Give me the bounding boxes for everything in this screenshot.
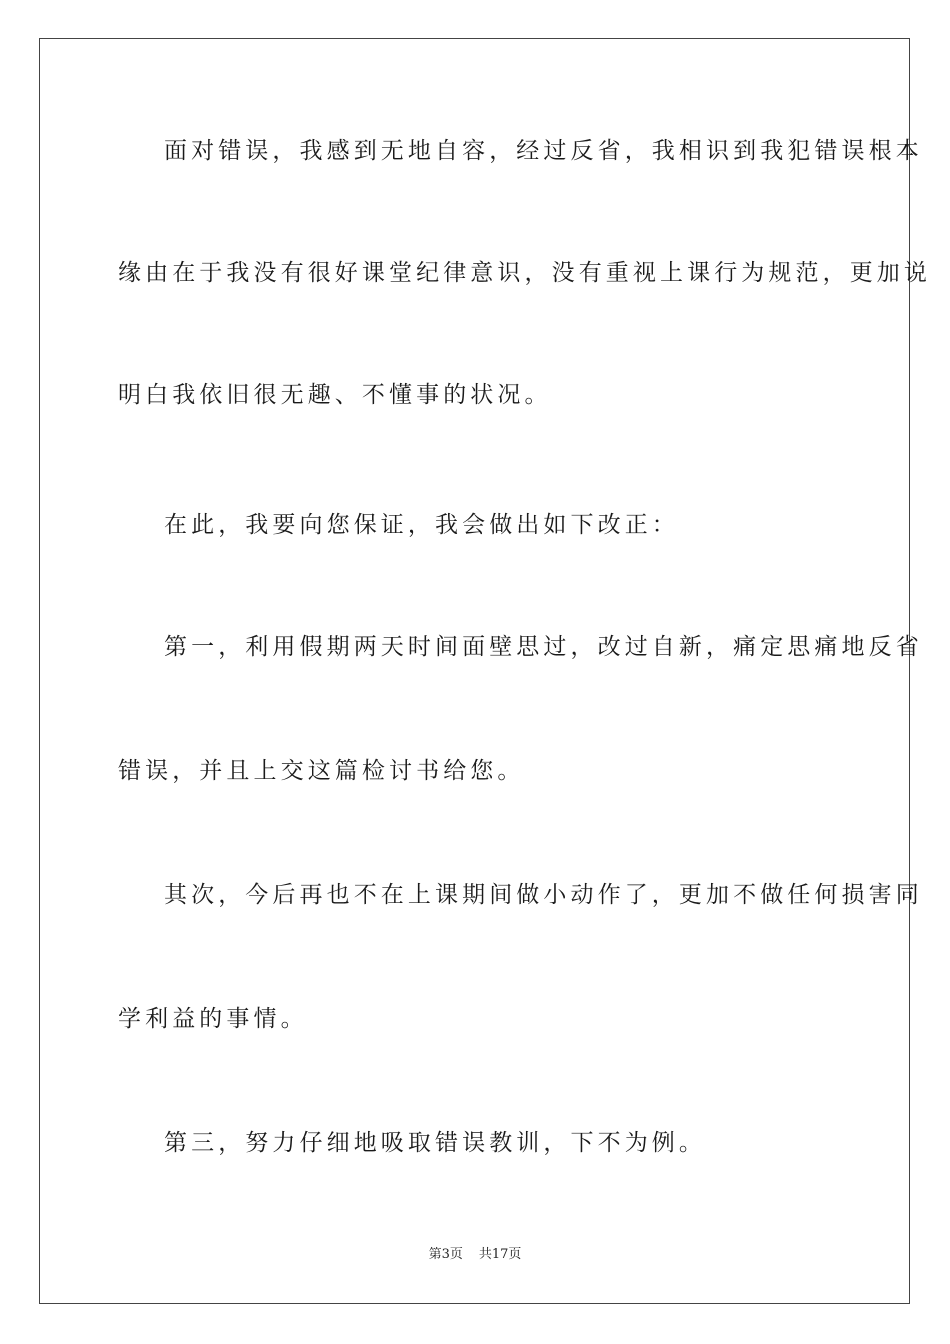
page-number: 第3页 (428, 1247, 463, 1262)
paragraph-1-line-2: 缘由在于我没有很好课堂纪律意识，没有重视上课行为规范，更加说 (118, 260, 931, 286)
page-total: 共17页 (478, 1247, 522, 1262)
paragraph-1-line-1: 面对错误，我感到无地自容，经过反省，我相识到我犯错误根本 (164, 138, 923, 164)
page-footer (0, 1246, 950, 1264)
paragraph-5-line-1: 第三，努力仔细地吸取错误教训，下不为例。 (164, 1130, 706, 1156)
paragraph-4-line-2: 学利益的事情。 (118, 1006, 308, 1032)
paragraph-3-line-1: 第一，利用假期两天时间面壁思过，改过自新，痛定思痛地反省 (164, 634, 923, 660)
paragraph-3-line-2: 错误，并且上交这篇检讨书给您。 (118, 758, 525, 784)
page-frame (39, 38, 910, 1304)
paragraph-2-line-1: 在此，我要向您保证，我会做出如下改正： (164, 512, 679, 538)
paragraph-4-line-1: 其次，今后再也不在上课期间做小动作了，更加不做任何损害同 (164, 882, 923, 908)
paragraph-1-line-3: 明白我依旧很无趣、不懂事的状况。 (118, 382, 552, 408)
